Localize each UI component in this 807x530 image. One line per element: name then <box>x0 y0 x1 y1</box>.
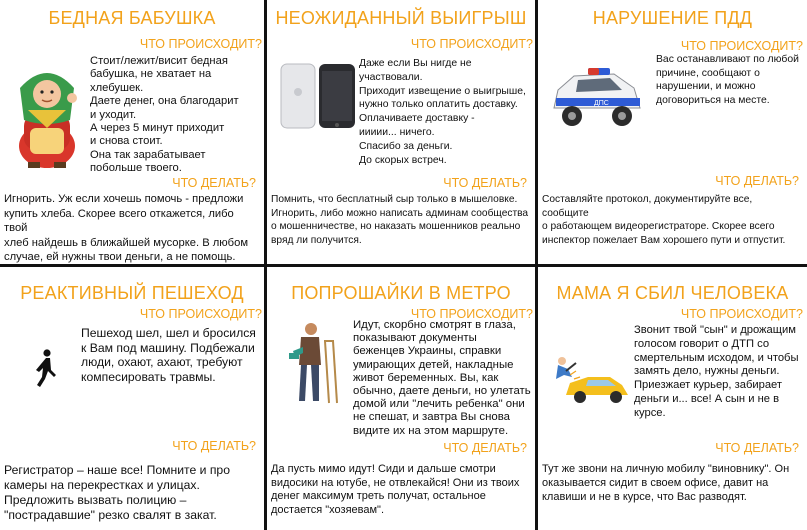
card-title: МАМА Я СБИЛ ЧЕЛОВЕКА <box>556 283 789 303</box>
question-heading: ЧТО ПРОИСХОДИТ? <box>139 37 262 51</box>
what-to-do-heading: ЧТО ДЕЛАТЬ? <box>172 439 256 453</box>
what-to-do-heading: ЧТО ДЕЛАТЬ? <box>443 441 527 455</box>
card-mom-i-hit-someone <box>538 267 807 530</box>
advice-text: Да пусть мимо идут! Сиди и дальше смотри видосики на ютубе, не отвлекайся! Они из твоих денег максимум треть получат, остальное достается "хозяевам". <box>271 463 520 516</box>
advice-text: Составляйте протокол, документируйте все, сообщите о работающем видеорегистраторе. Скорее всего инспектор пожелает Вам хорошего пути и отпустит. <box>542 194 786 246</box>
card-jet-pedestrian <box>0 267 264 530</box>
question-heading: ЧТО ПРОИСХОДИТ? <box>680 39 803 53</box>
what-to-do-heading: ЧТО ДЕЛАТЬ? <box>172 176 256 190</box>
situation-text: Пешеход шел, шел и бросился к Вам под машину. Подбежали люди, охают, ахают, требуют компесировать травмы. <box>81 326 256 384</box>
advice-text: Помнить, что бесплатный сыр только в мышеловке. Игнорить, либо можно написать админам сообщества о мошенничестве, но наказать мошенников реально вряд ли получится. <box>271 194 529 246</box>
smartphone-icon <box>279 62 357 135</box>
advice-text: Тут же звони на личную мобилу "виновнику". Он оказывается сидит в своем офисе, давит на клавиши и не в курсе, что Вас разводят. <box>542 463 790 503</box>
what-to-do-heading: ЧТО ДЕЛАТЬ? <box>715 174 799 188</box>
card-title: ПОПРОШАЙКИ В МЕТРО <box>291 283 511 303</box>
question-heading: ЧТО ПРОИСХОДИТ? <box>410 307 533 321</box>
question-heading: ЧТО ПРОИСХОДИТ? <box>410 37 533 51</box>
car-label: ДПС <box>594 100 609 107</box>
card-poor-granny <box>0 0 264 264</box>
what-to-do-heading: ЧТО ДЕЛАТЬ? <box>715 441 799 455</box>
walking-man-icon <box>34 349 58 394</box>
advice-text: Регистратор – наше все! Помните и про камеры на перекрестках и улицах. Предложить вызвать полицию – "пострадавшие" резко свалят в закат. <box>4 463 230 522</box>
card-unexpected-prize <box>267 0 535 264</box>
card-metro-beggars <box>267 267 535 530</box>
card-title: БЕДНАЯ БАБУШКА <box>48 8 216 28</box>
question-heading: ЧТО ПРОИСХОДИТ? <box>139 307 262 321</box>
situation-text: Даже если Вы нигде не участвовали. Приходит извещение о выигрыше, нужно только оплатить доставку. Оплачиваете доставку - иииии... ничего. Спасибо за деньги. До скорых встреч. <box>359 58 526 166</box>
granny-icon <box>10 58 84 175</box>
card-traffic-violation <box>538 0 807 264</box>
car-accident-icon <box>552 355 632 410</box>
card-title: РЕАКТИВНЫЙ ПЕШЕХОД <box>20 283 244 303</box>
card-title: НАРУШЕНИЕ ПДД <box>592 8 753 28</box>
beggar-with-crutches-icon <box>289 321 343 410</box>
advice-text: Игнорить. Уж если хочешь помочь - предложи купить хлеба. Скорее всего откажется, либо твой хлеб найдешь в ближайшей мусорке. В любом случае, ей нужны твои деньги, а не помощь. <box>4 193 249 264</box>
police-car-icon <box>548 62 646 139</box>
situation-text: Стоит/лежит/висит бедная бабушка, не хватает на хлебушек. Даете денег, она благодарит и уходит. А через 5 минут приходит и снова стоит. Она так зарабатывает побольше твоего. <box>90 55 239 175</box>
situation-text: Вас останавливают по любой причине, сообщают о нарушении, и можно договориться на месте. <box>656 54 799 106</box>
situation-text: Звонит твой "сын" и дрожащим голосом говорит о ДТП со смертельным исходом, и чтобы замять дело, нужны деньги. Приезжает курьер, забирает деньги и... все! А сын и не в курсе. <box>634 324 799 419</box>
situation-text: Идут, скорбно смотрят в глаза, показывают документы беженцев Украины, справки умирающих детей, накладные живот беременных. Вы, как обычно, даете деньги, но улетать домой или "лечить ребенка" они не спешат, и завтра Вы снова видите их на этом маршруте. <box>353 319 531 437</box>
card-title: НЕОЖИДАННЫЙ ВЫИГРЫШ <box>275 8 527 28</box>
what-to-do-heading: ЧТО ДЕЛАТЬ? <box>443 176 527 190</box>
question-heading: ЧТО ПРОИСХОДИТ? <box>680 307 803 321</box>
